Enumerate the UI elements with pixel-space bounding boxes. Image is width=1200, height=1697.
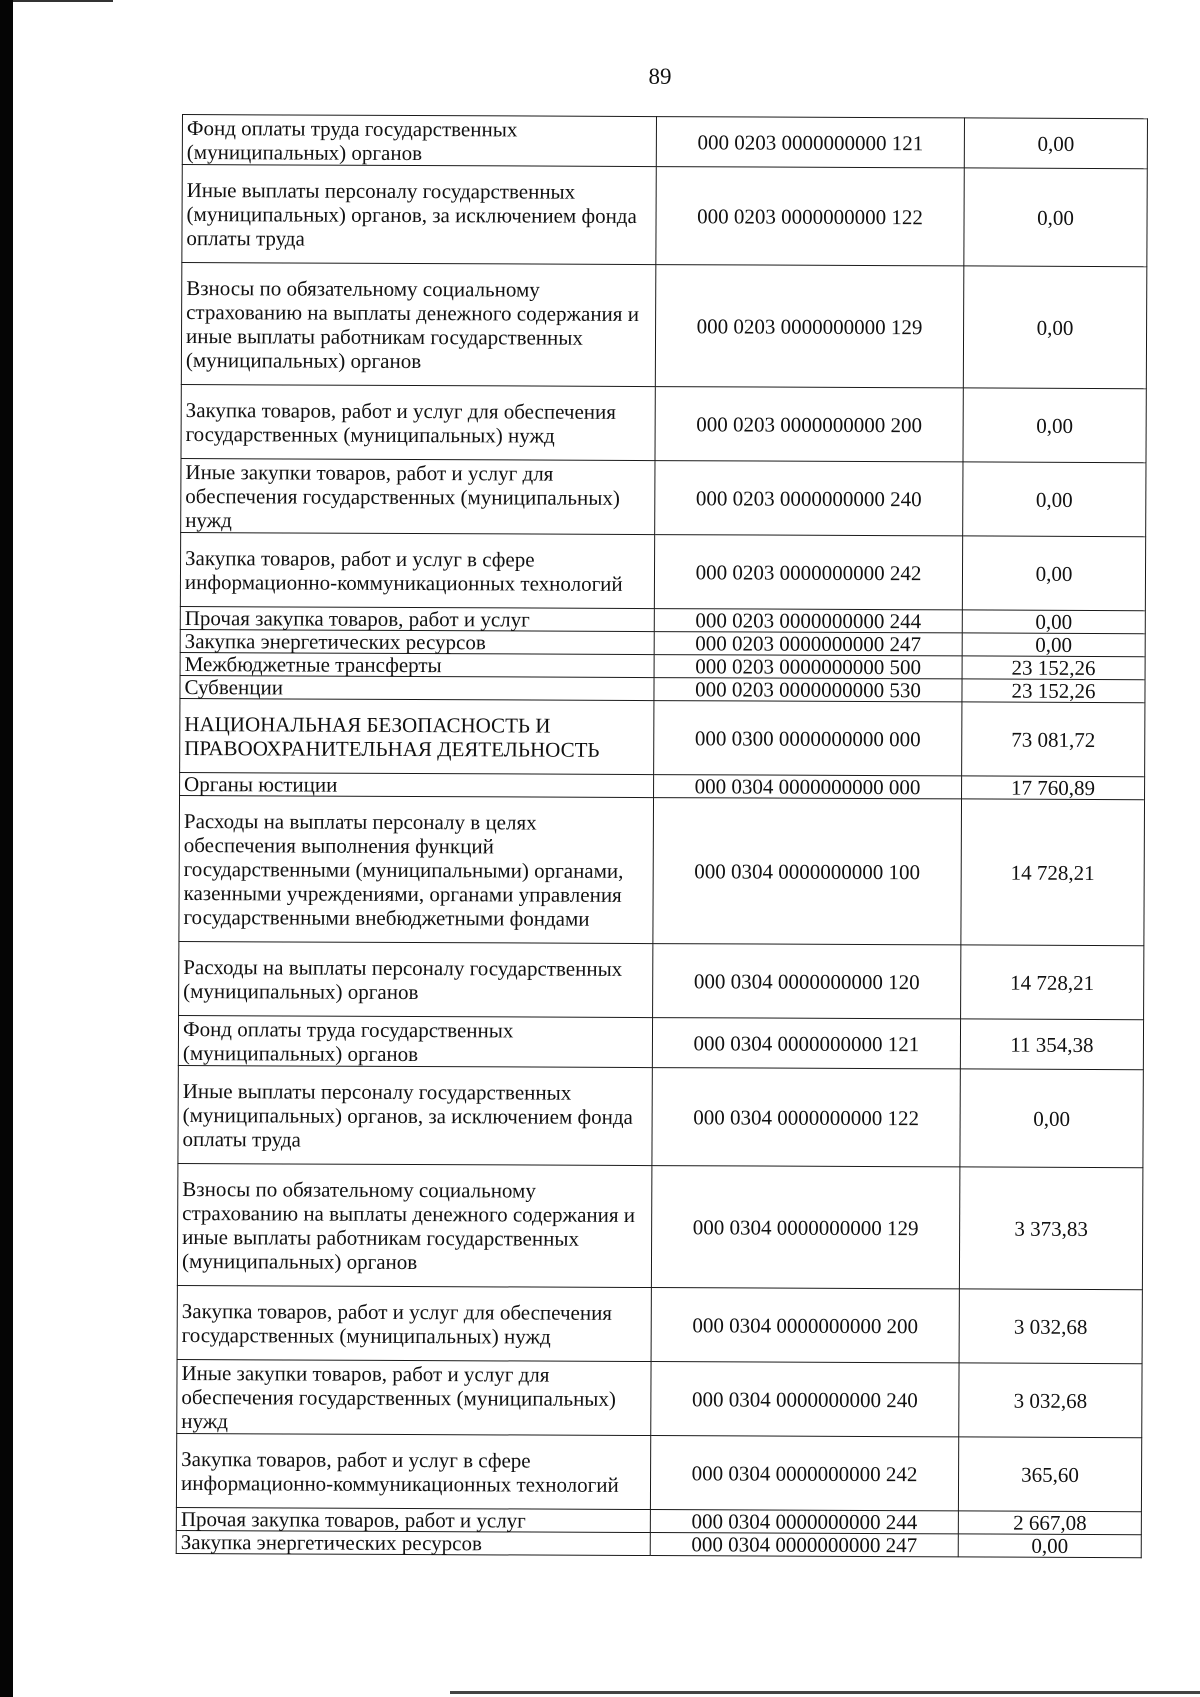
row-amount: 3 032,68 xyxy=(959,1289,1142,1364)
row-amount: 3 373,83 xyxy=(959,1167,1143,1290)
row-code: 000 0203 0000000000 242 xyxy=(654,535,962,610)
row-amount: 17 760,89 xyxy=(962,776,1145,800)
row-name: Органы юстиции xyxy=(180,772,654,797)
row-name: Расходы на выплаты персоналу в целях обеспечения выполнения функций государственными (муниципальными) органами, казенными учреждениями, органами управления государственными внебюджетными фондами xyxy=(179,795,654,943)
row-name: Межбюджетные трансферты xyxy=(180,652,654,677)
table-row xyxy=(177,1163,1143,1289)
row-name: Иные выплаты персоналу государственных (муниципальных) органов, за исключением фонда оплаты труда xyxy=(182,165,656,265)
table-row xyxy=(182,115,1147,169)
budget-table xyxy=(176,114,1148,1558)
row-code: 000 0203 0000000000 122 xyxy=(656,167,964,266)
table-row xyxy=(181,384,1146,462)
row-amount: 73 081,72 xyxy=(962,702,1145,777)
table-row xyxy=(182,165,1147,267)
table-row xyxy=(178,1065,1143,1167)
row-name: Закупка товаров, работ и услуг в сфере информационно-коммуникационных технологий xyxy=(180,532,654,608)
table-row xyxy=(180,698,1145,776)
table-row xyxy=(176,1530,1141,1557)
scan-border-top xyxy=(13,0,113,2)
row-code: 000 0300 0000000000 000 xyxy=(654,701,962,776)
row-name: Закупка товаров, работ и услуг в сфере информационно-коммуникационных технологий xyxy=(176,1433,650,1509)
row-name: Фонд оплаты труда государственных (муниципальных) органов xyxy=(182,115,656,167)
row-amount: 365,60 xyxy=(958,1437,1141,1512)
row-name: Закупка товаров, работ и услуг для обеспечения государственных (муниципальных) нужд xyxy=(177,1285,651,1361)
row-name: Иные закупки товаров, работ и услуг для обеспечения государственных (муниципальных) нужд xyxy=(181,458,655,534)
row-name: Закупка энергетических ресурсов xyxy=(180,629,654,654)
row-code: 000 0304 0000000000 244 xyxy=(650,1510,958,1534)
table-row xyxy=(179,795,1145,945)
table-row xyxy=(179,941,1144,1019)
table-row xyxy=(180,772,1145,799)
row-name: Субвенции xyxy=(180,675,654,700)
page-number: 89 xyxy=(648,64,672,89)
row-code: 000 0304 0000000000 200 xyxy=(651,1288,959,1363)
row-name: Иные закупки товаров, работ и услуг для обеспечения государственных (муниципальных) нужд xyxy=(177,1359,651,1435)
row-amount: 0,00 xyxy=(962,610,1145,634)
row-amount: 0,00 xyxy=(963,462,1146,537)
row-name: Взносы по обязательному социальному страхованию на выплаты денежного содержания и иные выплаты работникам государственных (муниципальных) органов xyxy=(181,263,656,387)
table-row xyxy=(181,263,1147,389)
row-amount: 11 354,38 xyxy=(960,1019,1143,1070)
row-code: 000 0304 0000000000 120 xyxy=(653,944,961,1019)
table-row xyxy=(177,1285,1142,1363)
scan-border-left xyxy=(0,0,13,1697)
row-code: 000 0203 0000000000 244 xyxy=(654,609,962,633)
row-amount: 14 728,21 xyxy=(961,799,1145,946)
row-code: 000 0203 0000000000 200 xyxy=(655,387,963,462)
table-row xyxy=(178,1015,1143,1069)
row-name: Иные выплаты персоналу государственных (муниципальных) органов, за исключением фонда оплаты труда xyxy=(178,1065,652,1165)
row-name: Взносы по обязательному социальному страхованию на выплаты денежного содержания и иные выплаты работникам государственных (муниципальных) органов xyxy=(177,1163,652,1287)
table-row xyxy=(180,532,1145,610)
table-row xyxy=(177,1359,1142,1437)
row-amount: 14 728,21 xyxy=(961,945,1144,1020)
scan-border-bottom xyxy=(450,1691,1200,1694)
row-code: 000 0304 0000000000 100 xyxy=(653,798,962,945)
row-amount: 2 667,08 xyxy=(958,1511,1141,1535)
row-amount: 0,00 xyxy=(963,388,1146,463)
row-code: 000 0203 0000000000 247 xyxy=(654,632,962,656)
row-amount: 23 152,26 xyxy=(962,656,1145,680)
row-code: 000 0203 0000000000 240 xyxy=(655,461,963,536)
table-row xyxy=(180,652,1145,679)
row-code: 000 0203 0000000000 121 xyxy=(656,117,964,168)
row-code: 000 0304 0000000000 121 xyxy=(652,1018,960,1069)
row-code: 000 0304 0000000000 000 xyxy=(654,775,962,799)
row-code: 000 0304 0000000000 240 xyxy=(651,1362,959,1437)
row-name: Закупка энергетических ресурсов xyxy=(176,1530,650,1555)
row-amount: 0,00 xyxy=(964,118,1147,169)
row-name: Расходы на выплаты персоналу государственных (муниципальных) органов xyxy=(179,941,653,1017)
row-code: 000 0203 0000000000 530 xyxy=(654,678,962,702)
row-code: 000 0304 0000000000 129 xyxy=(651,1166,960,1289)
row-name: Закупка товаров, работ и услуг для обеспечения государственных (муниципальных) нужд xyxy=(181,384,655,460)
row-code: 000 0203 0000000000 129 xyxy=(655,265,964,388)
row-amount: 0,00 xyxy=(964,168,1147,267)
table-row xyxy=(181,458,1146,536)
row-amount: 0,00 xyxy=(960,1069,1143,1168)
row-name: НАЦИОНАЛЬНАЯ БЕЗОПАСНОСТЬ И ПРАВООХРАНИТЕЛЬНАЯ ДЕЯТЕЛЬНОСТЬ xyxy=(180,698,654,774)
row-amount: 0,00 xyxy=(963,266,1147,389)
table-row xyxy=(176,1433,1141,1511)
row-amount: 0,00 xyxy=(962,633,1145,657)
row-name: Прочая закупка товаров, работ и услуг xyxy=(180,606,654,631)
row-code: 000 0304 0000000000 242 xyxy=(650,1436,958,1511)
row-code: 000 0203 0000000000 500 xyxy=(654,655,962,679)
row-name: Фонд оплаты труда государственных (муниципальных) органов xyxy=(178,1015,652,1067)
row-code: 000 0304 0000000000 247 xyxy=(650,1533,958,1557)
row-amount: 0,00 xyxy=(962,536,1145,611)
row-amount: 23 152,26 xyxy=(962,679,1145,703)
row-code: 000 0304 0000000000 122 xyxy=(652,1068,960,1167)
row-amount: 3 032,68 xyxy=(959,1363,1142,1438)
row-amount: 0,00 xyxy=(958,1534,1141,1558)
row-name: Прочая закупка товаров, работ и услуг xyxy=(176,1507,650,1532)
